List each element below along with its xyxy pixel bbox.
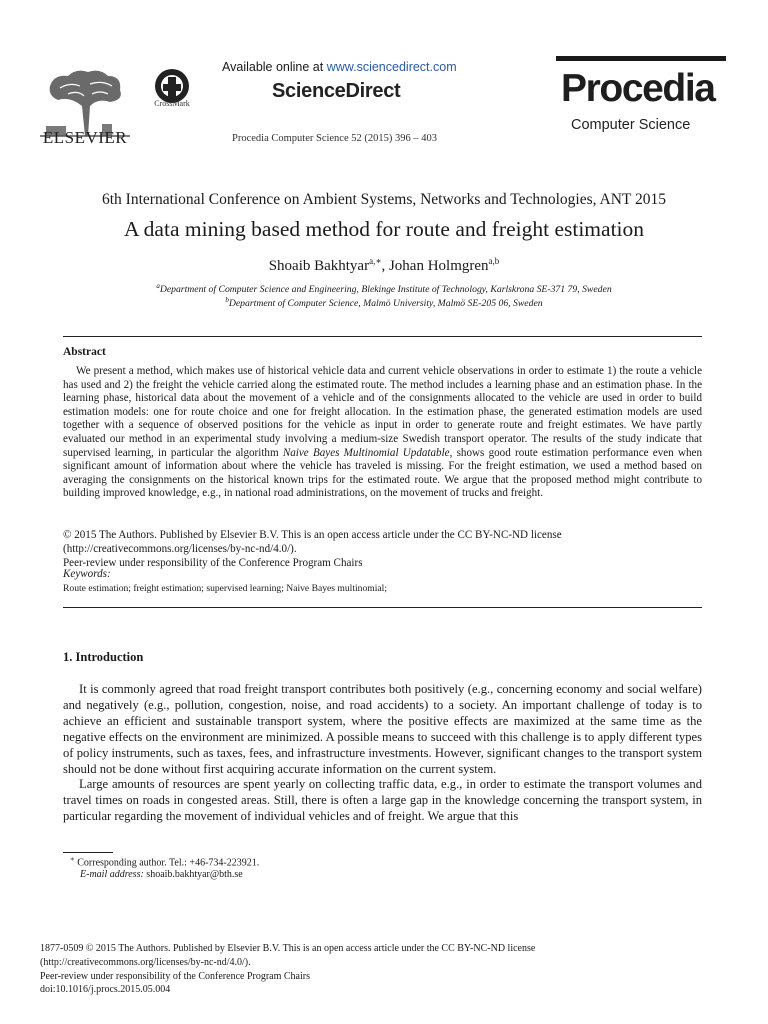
footnote-email [80, 869, 243, 880]
author-2-sup: a,b [488, 256, 500, 266]
procedia-logo [556, 56, 726, 138]
divider-bottom [63, 607, 702, 608]
keywords-list: Route estimation; freight estimation; supervised learning; Naive Bayes multinomial; [63, 583, 387, 594]
affiliation-a-mark: a [156, 282, 160, 290]
author-1-sup: a,∗ [369, 256, 382, 266]
procedia-top-bar [556, 56, 726, 61]
footnote-corresponding [70, 855, 259, 868]
conference-name: 6th International Conference on Ambient Systems, Networks and Technologies, ANT 2015 [102, 191, 666, 208]
intro-paragraph-2: Large amounts of resources are spent yearly on collecting traffic data, e.g., in order to estimate the transport volumes and travel times on roads in congested areas. Still, there is often a large gap in the knowledge concerning the transport system, in particular regarding the movement of individual vehicles and of freight. We argue that this [63, 777, 702, 823]
authors [0, 256, 768, 275]
footnote-rule [63, 852, 113, 853]
available-prefix: Available online at [222, 60, 327, 74]
crossmark-label: CrossMark [154, 99, 190, 108]
footnote-corresponding-text: Corresponding author. Tel.: +46-734-223921. [74, 857, 260, 869]
bottom-line-issn: 1877-0509 © 2015 The Authors. Published by Elsevier B.V. This is an open access article under the CC BY-NC-ND license [40, 943, 536, 954]
divider-top [63, 336, 702, 337]
section-heading-introduction: 1. Introduction [63, 650, 144, 664]
sciencedirect-brand: ScienceDirect [272, 80, 401, 102]
affiliation-a-text: Department of Computer Science and Engineering, Blekinge Institute of Technology, Karlskrona SE-371 79, Sweden [159, 284, 612, 296]
affiliation-b-text: Department of Computer Science, Malmö University, Malmö SE-205 06, Sweden [228, 298, 543, 310]
bottom-license-block [40, 942, 680, 997]
abstract-peer-review: Peer-review under responsibility of the Conference Program Chairs [63, 557, 363, 569]
abstract-text [63, 365, 702, 501]
affiliation-b [0, 296, 768, 309]
sciencedirect-link[interactable]: www.sciencedirect.com [326, 60, 457, 74]
footnote-email-label: E-mail address: [80, 869, 144, 880]
procedia-subtitle: Computer Science [571, 117, 691, 133]
abstract-text-part1: We present a method, which makes use of historical vehicle data and current vehicle observations in order to estimate 1) the route a vehicle has used and 2) the freight the vehicle carried along the estimated route. The method includes a learning phase and an estimation phase. In the learning phase, historical data about the movement of a vehicle and of the consignments allocated to the vehicle are used in order to build estimation models: one for route choice and one for freight allocation. In the estimation phase, the generated estimation models are used together with a sequence of observed positions for the vehicle as input in order to generate route and freight estimates. We have partly evaluated our method in an experimental study involving a medium-size Swedish transport operator. The results of the study indicate that supervised learning, in particular the algorithm [63, 365, 702, 459]
publisher-name: ELSEVIER [42, 128, 128, 147]
bottom-line-doi: doi:10.1016/j.procs.2015.05.004 [40, 984, 171, 996]
footnote-email-address: shoaib.bakhtyar@bth.se [143, 869, 243, 880]
abstract-heading: Abstract [63, 346, 106, 358]
author-2: Johan Holmgren [388, 258, 489, 274]
footnote-mark: ∗ [70, 855, 75, 863]
bottom-line-license-url: (http://creativecommons.org/licenses/by-nc-nd/4.0/). [40, 956, 251, 968]
procedia-title: Procedia [561, 67, 715, 110]
author-separator: , [381, 258, 389, 274]
keywords-heading: Keywords: [63, 568, 111, 580]
journal-reference: Procedia Computer Science 52 (2015) 396 – 403 [232, 133, 437, 144]
affiliation-b-mark: b [225, 296, 229, 304]
affiliation-a [0, 282, 768, 295]
abstract-italic-term: Naive Bayes Multinomial Updatable [282, 446, 450, 459]
abstract-copyright: © 2015 The Authors. Published by Elsevier B.V. This is an open access article under the CC BY-NC-ND license (http://creativecommons.org/licenses/by-nc-nd/4.0/). [63, 529, 562, 555]
paper-title: A data mining based method for route and freight estimation [123, 217, 645, 241]
bottom-line-peer-review: Peer-review under responsibility of the Conference Program Chairs [40, 970, 310, 982]
available-online [222, 60, 522, 74]
intro-paragraph-1: It is commonly agreed that road freight transport contributes both positively (e.g., concerning economy and social welfare) and negatively (e.g., pollution, congestion, noise, and road accidents) to a society. An important challenge of today is to achieve an efficient and sustainable transport system, where the positive effects are maximized at the same time as the negative effects on the environment are minimized. A possible means to succeed with this challenge is to apply different types of policy instruments, such as taxes, fees, and infrastructure investments. However, significant changes to the transport system should not be done without first acquiring accurate information on the current system. [63, 682, 702, 776]
author-1: Shoaib Bakhtyar [268, 258, 370, 274]
abstract-text-part2: , shows good route estimation performance even when significant amount of information about where the vehicle has traveled is missing. For the freight estimation, we used a method based on averaging the consignments on the historical known trips for the estimated route. We argue that the proposed method might contribute to building improved knowledge, e.g., in national road administrations, on the movement of trucks and freight. [63, 446, 702, 500]
